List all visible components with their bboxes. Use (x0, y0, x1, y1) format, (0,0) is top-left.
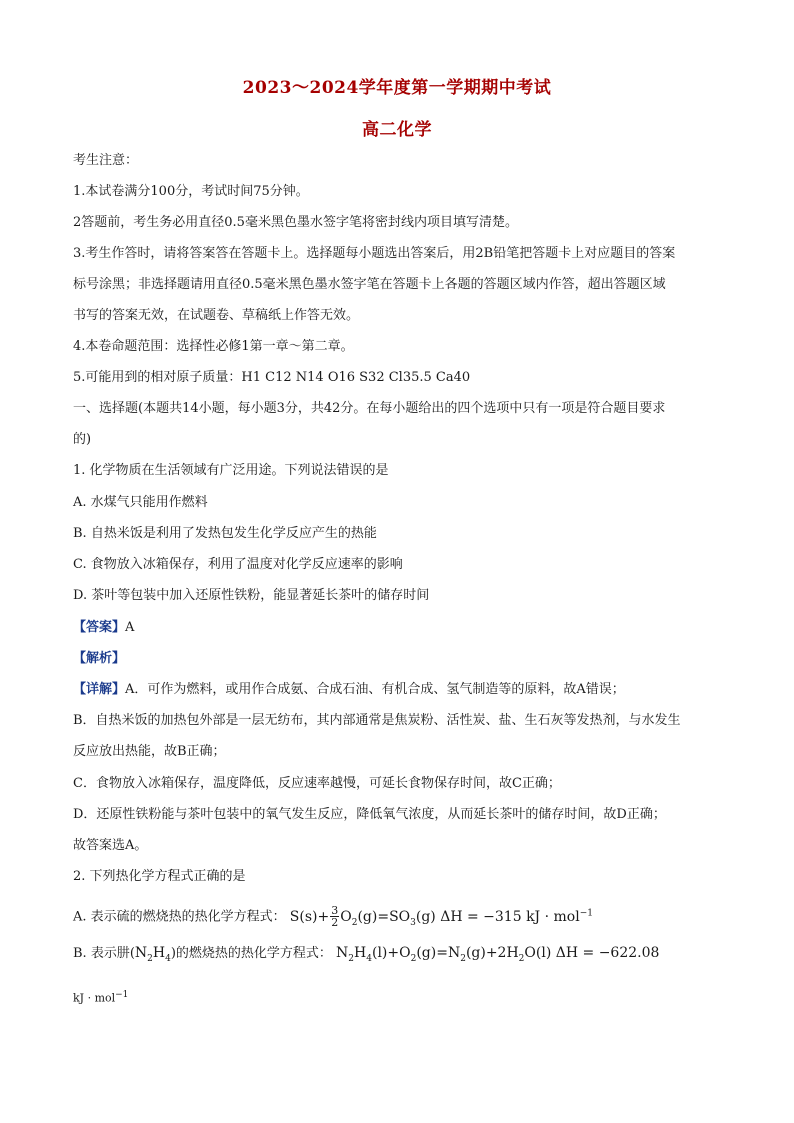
option-b-text-after: )的燃烧热的热化学方程式： (170, 946, 332, 961)
option-a-text: A. 表示硫的燃烧热的热化学方程式： (73, 909, 286, 925)
question-2-stem: 2. 下列热化学方程式正确的是 (73, 869, 246, 884)
question-1-option-b: B. 自热米饭是利用了发热包发生化学反应产生的热能 (73, 526, 377, 541)
answer-line (73, 619, 723, 637)
detail-text: 反应放出热能，故B正确； (73, 744, 226, 759)
option-b-unit-line: kJ · mol$^{-1}$ (73, 990, 129, 1005)
detail-text: D．还原性铁粉能与茶叶包装中的氧气发生反应，降低氧气浓度，从而延长茶叶的储存时间，故D正确； (73, 807, 666, 822)
question-2-option-b (73, 944, 723, 968)
detail-text: B．自热米饭的加热包外部是一层无纺布，其内部通常是焦炭粉、活性炭、盐、生石灰等发热剂，与水发生 (73, 713, 681, 728)
option-b-text-before: B. 表示肼( (73, 946, 135, 961)
fraction: $\frac{3}{2}$ (331, 904, 339, 930)
delta-h-a: = −315 kJ · mol (466, 908, 580, 925)
notice-item: 标号涂黑；非选择题请用直径0.5毫米黑色墨水签字笔在答题卡上各题的答题区域内作答，超出答题区域 (73, 277, 666, 292)
section-heading-cont: 的) (73, 432, 92, 447)
question-1-option-d: D. 茶叶等包装中加入还原性铁粉，能显著延长茶叶的储存时间 (73, 588, 430, 603)
equation-a: S(s)+ $\frac{3}{2}$ $O_2(g)=SO_3(g) \Delta H = -315$ kJ · mol$^{-1}$ (289, 904, 593, 930)
notice-item: 5.可能用到的相对原子质量：H1 C12 N14 O16 S32 Cl35.5 Ca40 (73, 370, 471, 385)
exam-title: 2023～2024学年度第一学期期中考试 (242, 78, 552, 98)
answer-tag: 【答案】 (73, 620, 126, 635)
analysis-line (73, 650, 723, 668)
hydrazine-formula: $N_2H_4$ (134, 945, 171, 964)
notice-item: 4.本卷命题范围：选择性必修1第一章～第二章。 (73, 339, 354, 354)
delta-h-b: = −622.08 (582, 945, 660, 961)
detail-tag: 【详解】 (73, 682, 126, 697)
notice-heading: 考生注意： (73, 153, 139, 168)
notice-item: 书写的答案无效，在试题卷、草稿纸上作答无效。 (73, 308, 360, 323)
section-heading: 一、选择题(本题共14小题，每小题3分，共42分。在每小题给出的四个选项中只有一项是符合题目要求 (73, 401, 666, 416)
detail-text: 故答案选A。 (73, 838, 148, 853)
question-1-option-a: A. 水煤气只能用作燃料 (73, 495, 208, 510)
analysis-tag: 【解析】 (73, 651, 126, 666)
notice-item: 1.本试卷满分100分，考试时间75分钟。 (73, 184, 309, 199)
detail-text: A．可作为燃料，或用作合成氨、合成石油、有机合成、氢气制造等的原料，故A错误； (125, 682, 625, 697)
question-2-option-a (73, 900, 723, 935)
delta-h-b-unit: kJ · mol (73, 991, 116, 1005)
question-1-option-c: C. 食物放入冰箱保存，利用了温度对化学反应速率的影响 (73, 557, 403, 572)
exam-subject: 高二化学 (362, 120, 432, 140)
notice-item: 3.考生作答时，请将答案答在答题卡上。选择题每小题选出答案后，用2B铅笔把答题卡上对应题目的答案 (73, 246, 676, 261)
detail-text: C．食物放入冰箱保存，温度降低，反应速率越慢，可延长食物保存时间，故C正确； (73, 776, 561, 791)
notice-item: 2答题前，考生务必用直径0.5毫米黑色墨水签字笔将密封线内项目填写清楚。 (73, 215, 518, 230)
equation-b: $N_2H_4(l)+O_2(g)=N_2(g)+2H_2O(l) \Delta H = -622.08$ (336, 945, 660, 964)
answer-value: A (125, 620, 135, 635)
question-1-stem: 1. 化学物质在生活领域有广泛用途。下列说法错误的是 (73, 463, 389, 478)
detail-line (73, 681, 723, 699)
